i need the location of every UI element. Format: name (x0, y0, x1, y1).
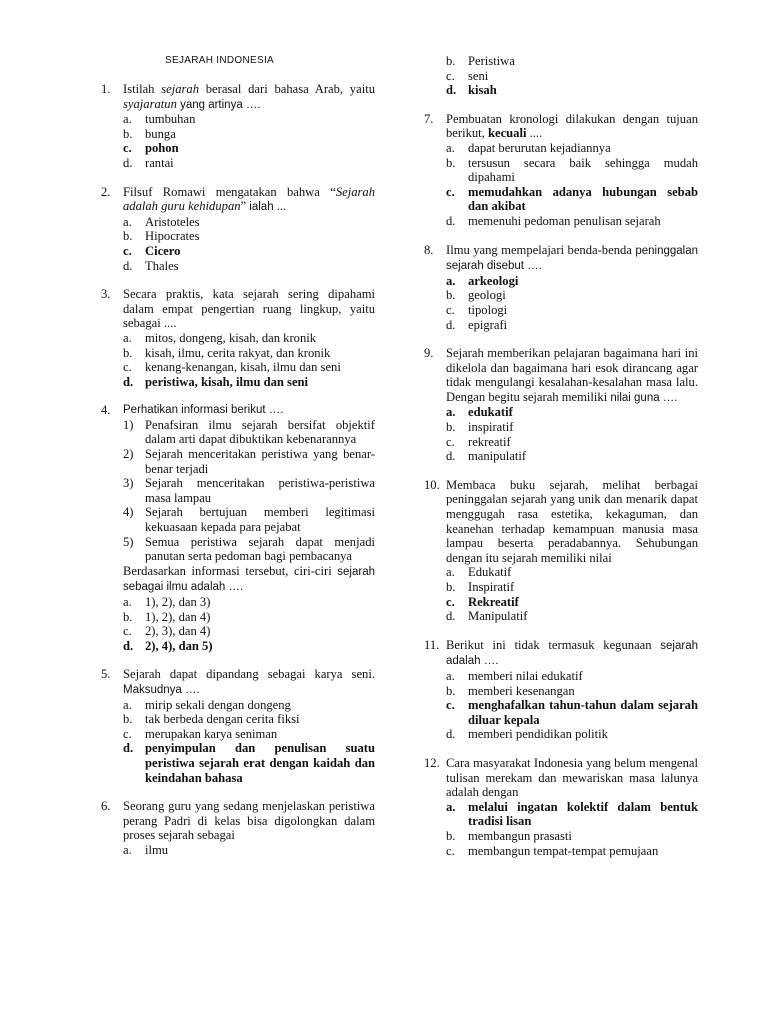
statement-item (123, 418, 375, 447)
option-text: Peristiwa (468, 54, 515, 68)
option-text: memberi nilai edukatif (468, 668, 583, 683)
option-letter: b. (446, 288, 456, 303)
question-1 (101, 82, 375, 171)
answer-option (123, 141, 375, 156)
option-letter: d. (123, 258, 133, 273)
question-text-continued: Berdasarkan informasi tersebut, ciri-ciri sejarah sebagai ilmu adalah …. (123, 563, 375, 594)
statement-text: Sejarah menceritakan peristiwa yang benar-benar terjadi (145, 447, 375, 476)
option-letter: a. (446, 405, 456, 420)
answer-option (123, 610, 375, 625)
answer-option (123, 639, 375, 654)
option-letter: d. (446, 727, 456, 742)
statements-list (123, 418, 375, 564)
options-list (446, 800, 698, 858)
answer-option (446, 435, 698, 450)
left-column (101, 54, 375, 872)
page-title: SEJARAH INDONESIA (165, 55, 275, 66)
answer-option (446, 274, 698, 289)
options-list (446, 565, 698, 623)
answer-option (446, 214, 698, 229)
option-letter: b. (446, 54, 456, 68)
option-letter: b. (446, 683, 456, 698)
answer-option (446, 303, 698, 318)
option-text: 1), 2), dan 3) (145, 595, 211, 609)
option-letter: c. (446, 698, 455, 713)
answer-option (123, 741, 375, 785)
option-text: kisah (468, 83, 497, 98)
option-text: edukatif (468, 405, 513, 420)
answer-option (446, 449, 698, 464)
question-9 (424, 346, 698, 464)
question-number: 9. (424, 346, 434, 361)
question-number: 12. (424, 755, 440, 770)
option-letter: b. (446, 828, 456, 843)
option-letter: a. (446, 565, 455, 580)
option-text: pohon (145, 141, 179, 156)
question-text: Perhatikan informasi berikut …. (123, 404, 284, 417)
option-text: melalui ingatan kolektif dalam bentuk tradisi lisan (468, 799, 698, 829)
statement-number: 1) (123, 417, 134, 432)
statement-number: 4) (123, 505, 134, 520)
answer-option (446, 156, 698, 185)
option-letter: b. (123, 712, 133, 727)
statement-number: 5) (123, 534, 134, 549)
option-text: 2), 4), dan 5) (145, 638, 213, 653)
answer-option (123, 698, 375, 713)
question-12 (424, 756, 698, 858)
question-text: Membaca buku sejarah, melihat berbagai peninggalan sejarah yang unik dan menarik dapat menggugah rasa estetika, kekaguman, dan keanehan terhadap kemampuan manusia masa lampau beserta peradabannya. Sehubungan dengan itu sejarah memiliki nilai (446, 477, 698, 565)
option-text: manipulatif (468, 449, 527, 464)
option-text: mitos, dongeng, kisah, dan kronik (145, 330, 317, 345)
question-number: 8. (424, 242, 434, 257)
option-text: Hipocrates (145, 229, 200, 244)
option-letter: b. (123, 345, 133, 360)
option-letter: c. (446, 434, 455, 449)
answer-option (446, 844, 698, 859)
option-text: rekreatif (468, 434, 511, 449)
option-letter: d. (446, 317, 456, 332)
question-text: Filsuf Romawi mengatakan bahwa “Sejarah adalah guru kehidupan” ialah ... (123, 184, 375, 214)
option-letter: b. (123, 609, 133, 624)
answer-option (446, 727, 698, 742)
option-text: Aristoteles (145, 214, 200, 229)
option-text: rantai (145, 155, 174, 170)
option-text: merupakan karya seniman (145, 726, 278, 741)
answer-option (446, 800, 698, 829)
option-text: Manipulatif (468, 609, 528, 624)
answer-option (446, 565, 698, 580)
option-text: memudahkan adanya hubungan sebab dan akibat (468, 184, 698, 214)
answer-option (123, 215, 375, 230)
option-text: 1), 2), dan 4) (145, 609, 211, 624)
options-list (446, 54, 698, 98)
statement-item (123, 505, 375, 534)
option-letter: b. (446, 155, 456, 170)
option-text: Edukatif (468, 565, 512, 580)
answer-option (123, 229, 375, 244)
answer-option (446, 69, 698, 84)
option-letter: a. (446, 668, 455, 683)
question-11 (424, 638, 698, 742)
options-list (446, 669, 698, 742)
question-number: 4. (101, 403, 111, 418)
question-number: 10. (424, 477, 440, 492)
answer-option (123, 595, 375, 610)
answer-option (123, 112, 375, 127)
option-text: tumbuhan (145, 112, 196, 127)
option-text: bunga (145, 126, 176, 141)
question-number: 5. (101, 667, 111, 682)
option-text: memberi pendidikan politik (468, 727, 608, 742)
answer-option (446, 318, 698, 333)
option-letter: b. (446, 580, 456, 594)
options-list (446, 405, 698, 463)
statement-item (123, 476, 375, 505)
option-letter: a. (123, 842, 132, 857)
option-text: memberi kesenangan (468, 683, 575, 698)
option-letter: d. (123, 374, 134, 389)
option-letter: d. (123, 155, 133, 170)
option-text: dapat berurutan kejadiannya (468, 140, 611, 155)
question-text: Istilah sejarah berasal dari bahasa Arab, yaitu syajaratun yang artinya …. (123, 82, 375, 111)
statement-item (123, 447, 375, 476)
options-list (123, 843, 375, 858)
option-text: arkeologi (468, 273, 519, 288)
option-text: 2), 3), dan 4) (145, 624, 211, 639)
option-text: peristiwa, kisah, ilmu dan seni (145, 374, 309, 389)
question-8 (424, 243, 698, 333)
answer-option (446, 141, 698, 156)
option-letter: a. (123, 112, 132, 127)
statement-text: Sejarah bertujuan memberi legitimasi kekuasaan kepada para pejabat (145, 505, 375, 535)
option-letter: a. (446, 799, 456, 814)
option-text: memenuhi pedoman penulisan sejarah (468, 213, 661, 228)
answer-option (123, 624, 375, 639)
answer-option (446, 405, 698, 420)
question-number: 1. (101, 82, 111, 96)
option-letter: a. (446, 140, 455, 155)
answer-option (123, 727, 375, 742)
question-3 (101, 287, 375, 389)
option-text: seni (468, 68, 489, 83)
answer-option (123, 843, 375, 858)
answer-option (446, 829, 698, 844)
option-text: Thales (145, 258, 179, 273)
answer-option (446, 83, 698, 98)
option-text: kisah, ilmu, cerita rakyat, dan kronik (145, 345, 331, 360)
options-list (446, 274, 698, 332)
option-text: membangun prasasti (468, 828, 572, 843)
answer-option (123, 244, 375, 259)
option-text: tipologi (468, 302, 508, 317)
question-number: 11. (424, 637, 440, 652)
question-6-continued (424, 54, 698, 98)
answer-option (446, 580, 698, 595)
statement-text: Penafsiran ilmu sejarah bersifat objektif dalam arti dapat dibuktikan kebenarannya (145, 417, 375, 447)
option-text: Rekreatif (468, 594, 519, 609)
option-letter: d. (123, 638, 134, 653)
option-letter: a. (123, 595, 132, 609)
option-letter: c. (123, 243, 132, 258)
option-letter: b. (446, 420, 456, 435)
answer-option (123, 360, 375, 375)
option-letter: d. (446, 449, 456, 464)
option-text: epigrafi (468, 317, 508, 332)
question-text: Cara masyarakat Indonesia yang belum mengenal tulisan merekam dan mewariskan masa lalunya adalah dengan (446, 755, 698, 800)
statement-text: Sejarah menceritakan peristiwa-peristiwa masa lampau (145, 476, 375, 505)
option-letter: d. (446, 609, 456, 624)
option-text: mirip sekali dengan dongeng (145, 697, 291, 712)
option-letter: c. (123, 141, 132, 156)
option-text: membangun tempat-tempat pemujaan (468, 843, 659, 858)
question-text: Ilmu yang mempelajari benda-benda peninggalan sejarah disebut …. (446, 242, 698, 273)
option-letter: b. (123, 126, 133, 141)
question-4 (101, 403, 375, 653)
answer-option (123, 712, 375, 727)
answer-option (446, 595, 698, 610)
question-text: Sejarah memberikan pelajaran bagaimana hari ini dikelola dan bagaimana hari esok dirancang agar tidak mengulangi kesalahan-kesalahan masa lalu. Dengan begitu sejarah memiliki nilai guna …. (446, 346, 698, 404)
option-letter: d. (446, 213, 456, 228)
option-letter: c. (123, 624, 132, 639)
option-text: penyimpulan dan penulisan suatu peristiwa sejarah erat dengan kaidah dan keindahan bahasa (145, 741, 375, 785)
option-letter: a. (123, 330, 132, 345)
answer-option (446, 684, 698, 699)
option-letter: c. (446, 302, 455, 317)
question-10 (424, 478, 698, 624)
question-text: Secara praktis, kata sejarah sering dipahami dalam empat pengertian ruang lingkup, yaitu sebagai .... (123, 287, 375, 331)
answer-option (123, 127, 375, 142)
options-list (123, 595, 375, 653)
option-text: inspiratif (468, 420, 514, 435)
options-list (123, 331, 375, 389)
options-list (123, 215, 375, 273)
options-list (446, 141, 698, 229)
option-text: ilmu (145, 842, 169, 857)
question-text: Seorang guru yang sedang menjelaskan peristiwa perang Padri di kelas bisa digolongkan dalam proses sejarah sebagai (123, 799, 375, 843)
answer-option (446, 698, 698, 727)
answer-option (446, 185, 698, 214)
option-text: tak berbeda dengan cerita fiksi (145, 712, 300, 727)
answer-option (446, 609, 698, 624)
option-text: tersusun secara baik sehingga mudah dipahami (468, 155, 698, 185)
options-list (123, 698, 375, 786)
option-letter: c. (446, 184, 455, 199)
answer-option (446, 420, 698, 435)
option-text: geologi (468, 288, 506, 303)
answer-option (446, 669, 698, 684)
option-letter: c. (446, 843, 455, 858)
question-number: 6. (101, 799, 111, 814)
answer-option (446, 288, 698, 303)
option-letter: d. (446, 83, 457, 98)
option-letter: a. (123, 214, 132, 229)
statement-item (123, 535, 375, 564)
question-2 (101, 185, 375, 274)
option-letter: a. (123, 697, 132, 712)
right-column (424, 54, 698, 872)
answer-option (123, 156, 375, 171)
question-7 (424, 112, 698, 229)
answer-option (123, 346, 375, 361)
answer-option (446, 54, 698, 69)
option-text: kenang-kenangan, kisah, ilmu dan seni (145, 360, 341, 375)
statement-number: 2) (123, 447, 134, 462)
option-letter: d. (123, 741, 134, 756)
question-number: 3. (101, 287, 111, 302)
answer-option (123, 259, 375, 274)
answer-option (123, 331, 375, 346)
option-letter: c. (123, 360, 132, 375)
question-5 (101, 667, 375, 785)
question-text: Berikut ini tidak termasuk kegunaan sejarah adalah …. (446, 637, 698, 668)
question-text: Sejarah dapat dipandang sebagai karya seni. Maksudnya …. (123, 667, 375, 696)
answer-option (123, 375, 375, 390)
statement-text: Semua peristiwa sejarah dapat menjadi panutan serta pedoman bagi pembacanya (145, 534, 375, 564)
option-text: Cicero (145, 243, 181, 258)
question-number: 7. (424, 111, 434, 126)
option-letter: a. (446, 273, 456, 288)
option-letter: c. (446, 594, 455, 609)
statement-number: 3) (123, 476, 134, 491)
option-letter: b. (123, 229, 133, 244)
question-text: Pembuatan kronologi dilakukan dengan tujuan berikut, kecuali .... (446, 111, 698, 141)
option-letter: c. (446, 68, 455, 83)
question-6 (101, 799, 375, 857)
question-number: 2. (101, 184, 111, 199)
options-list (123, 112, 375, 170)
option-text: menghafalkan tahun-tahun dalam sejarah diluar kepala (468, 698, 698, 727)
option-letter: c. (123, 726, 132, 741)
option-text: Inspiratif (468, 580, 515, 594)
